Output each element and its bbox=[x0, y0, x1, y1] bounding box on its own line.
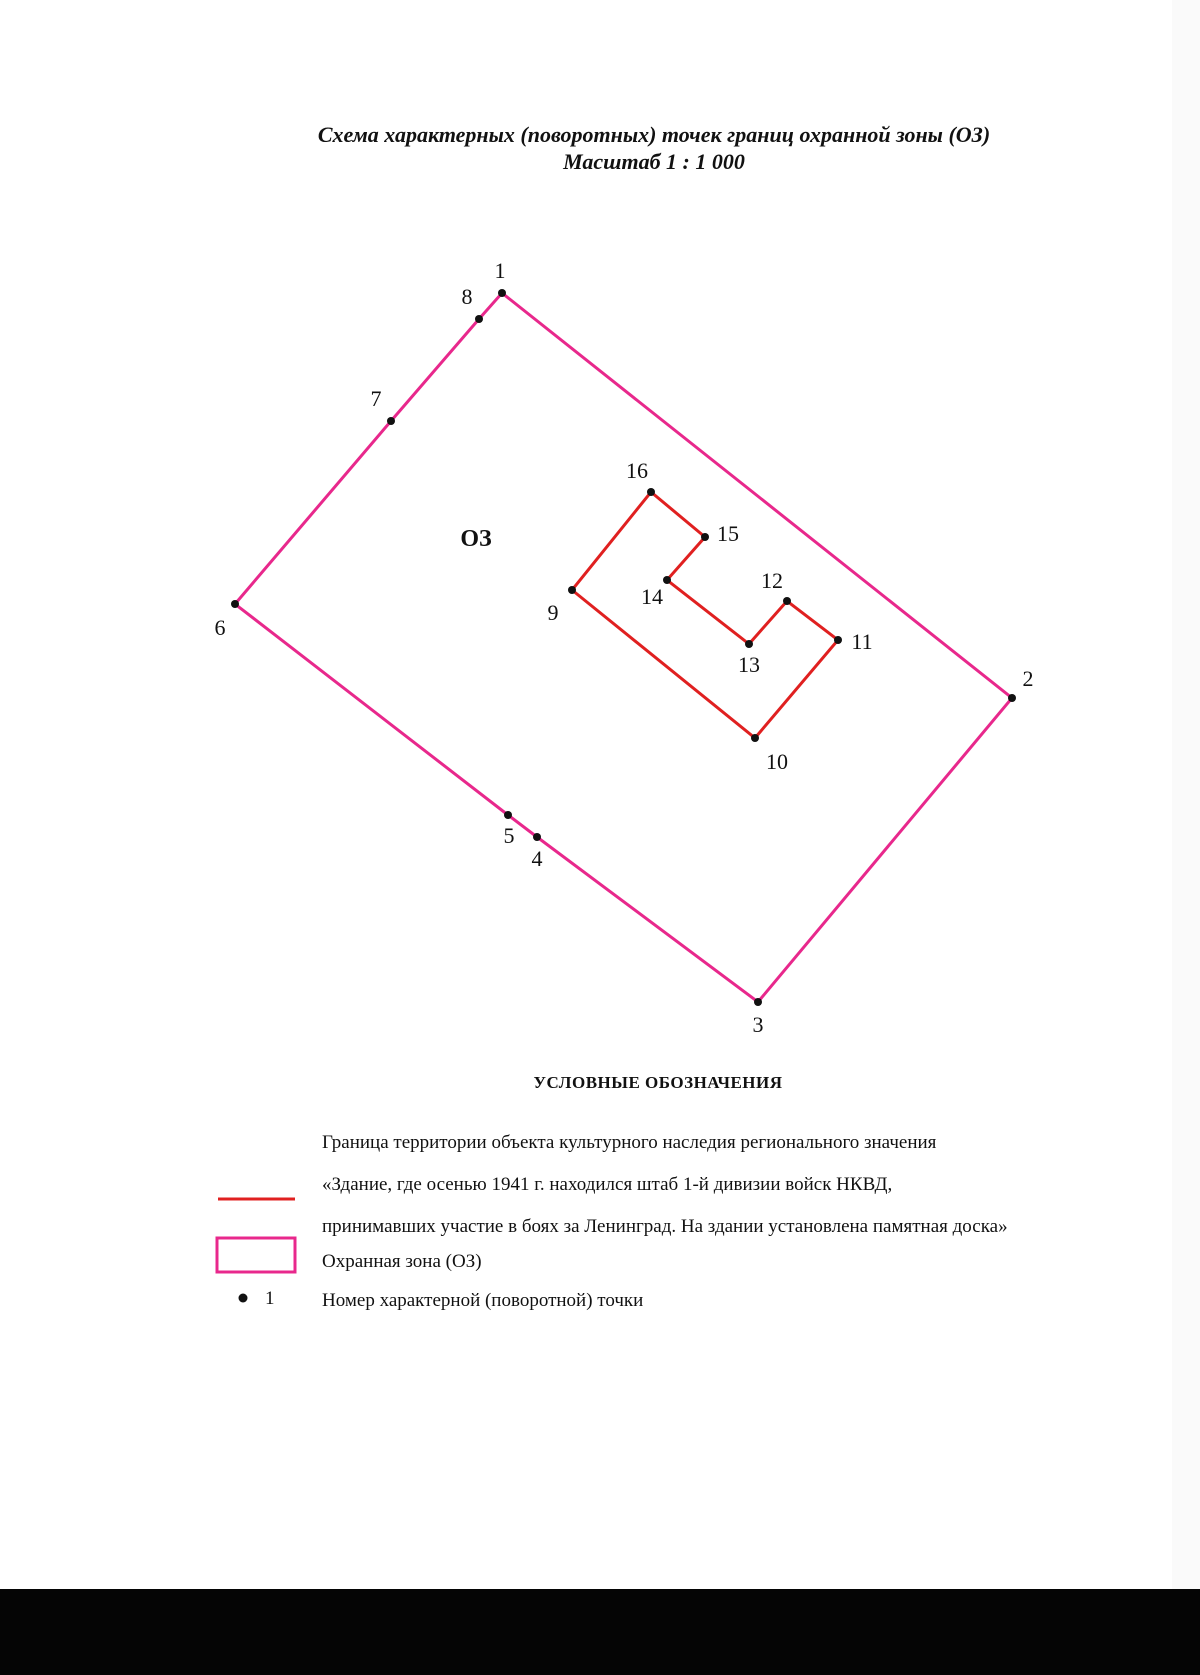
scheme-title: Схема характерных (поворотных) точек границ охранной зоны (ОЗ) bbox=[317, 122, 991, 147]
legend-point bbox=[239, 1288, 644, 1311]
zone-label: ОЗ bbox=[460, 526, 492, 552]
turning-point-9 bbox=[568, 586, 576, 594]
turning-point-label-6: 6 bbox=[214, 615, 226, 640]
legend-zone-text: Охранная зона (ОЗ) bbox=[322, 1251, 482, 1272]
boundary-map bbox=[215, 258, 1034, 1037]
turning-points bbox=[215, 258, 1034, 1037]
legend-territory bbox=[218, 1132, 1008, 1237]
turning-point-label-2: 2 bbox=[1022, 666, 1034, 691]
legend-point-text: Номер характерной (поворотной) точки bbox=[322, 1290, 644, 1311]
turning-point-12 bbox=[783, 597, 791, 605]
turning-point-label-15: 15 bbox=[717, 521, 739, 546]
turning-point-3 bbox=[754, 998, 762, 1006]
legend-point-dot bbox=[239, 1294, 248, 1303]
turning-point-11 bbox=[834, 636, 842, 644]
legend-point-sample-label: 1 bbox=[265, 1288, 275, 1309]
turning-point-8 bbox=[475, 315, 483, 323]
turning-point-label-1: 1 bbox=[494, 258, 506, 283]
legend-zone-swatch bbox=[217, 1238, 295, 1272]
turning-point-label-11: 11 bbox=[851, 629, 873, 654]
protection-zone-boundary bbox=[235, 293, 1012, 1002]
turning-point-4 bbox=[533, 833, 541, 841]
turning-point-label-9: 9 bbox=[547, 600, 559, 625]
turning-point-label-16: 16 bbox=[626, 458, 648, 483]
turning-point-label-14: 14 bbox=[641, 584, 663, 609]
turning-point-13 bbox=[745, 640, 753, 648]
turning-point-2 bbox=[1008, 694, 1016, 702]
turning-point-label-10: 10 bbox=[766, 749, 788, 774]
turning-point-label-5: 5 bbox=[503, 823, 515, 848]
turning-point-label-4: 4 bbox=[531, 846, 543, 871]
scan-edge-right bbox=[1172, 0, 1200, 1589]
turning-point-7 bbox=[387, 417, 395, 425]
turning-point-10 bbox=[751, 734, 759, 742]
turning-point-label-8: 8 bbox=[461, 284, 473, 309]
scan-edge-bar bbox=[0, 1589, 1200, 1675]
legend-zone bbox=[217, 1238, 482, 1272]
legend-territory-line-2: «Здание, где осенью 1941 г. находился штаб 1-й дивизии войск НКВД, bbox=[322, 1174, 893, 1195]
legend-territory-line-1: Граница территории объекта культурного наследия регионального значения bbox=[322, 1132, 937, 1153]
turning-point-16 bbox=[647, 488, 655, 496]
turning-point-label-3: 3 bbox=[752, 1012, 764, 1037]
turning-point-label-13: 13 bbox=[738, 652, 760, 677]
scheme-scale: Масштаб 1 : 1 000 bbox=[563, 149, 745, 174]
turning-point-15 bbox=[701, 533, 709, 541]
legend-title: УСЛОВНЫЕ ОБОЗНАЧЕНИЯ bbox=[533, 1073, 783, 1092]
turning-point-6 bbox=[231, 600, 239, 608]
turning-point-label-12: 12 bbox=[761, 568, 783, 593]
turning-point-5 bbox=[504, 811, 512, 819]
legend-territory-line-3: принимавших участие в боях за Ленинград. На здании установлена памятная доска» bbox=[322, 1216, 1008, 1237]
turning-point-1 bbox=[498, 289, 506, 297]
turning-point-label-7: 7 bbox=[370, 386, 382, 411]
turning-point-14 bbox=[663, 576, 671, 584]
